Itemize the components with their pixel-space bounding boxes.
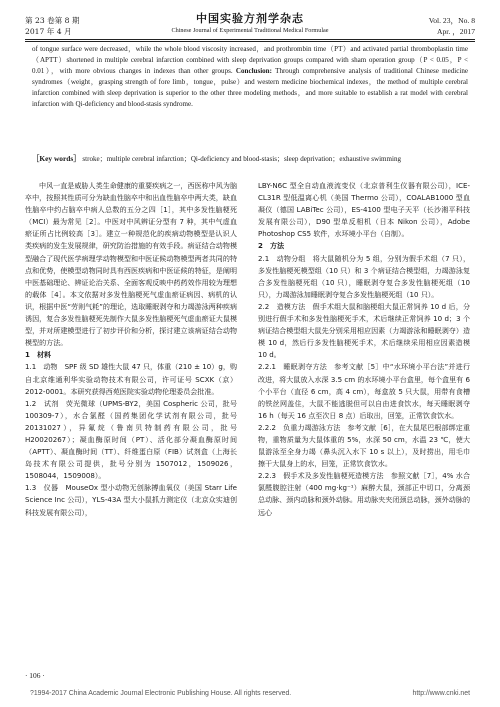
journal-title-en: Chinese Journal of Experimental Traditional Medical Formulae [171,27,329,34]
header-rule [25,39,475,40]
keywords [32,153,468,165]
paragraph-animals: 1.1 动物 SPF 级 SD 雄性大鼠 47 只，体重（210 ± 10）g，购自北京维通利华实验动物技术有限公司，许可证号 SCXK（京）2012-0001。本研究获得西苑医院实验动物伦理委员会批准。 [25,362,237,396]
paragraph-sleep-deprivation: 2.2.1 睡眠剥夺方法 参考文献［5］中“水环境小平台法”并进行改进，将大鼠放入水深 3.5 cm 的水环境小平台盒里，每个盒里有 6 个小平台（直径 6 cm，高 4 cm），每盒放 5 只大鼠，用带有食槽的铁丝网盖住，大鼠不能逃脱但可以自由进食饮水，每天睡眠剥夺 16 h（每天 16 点至次日 8 点）后取出，回笼，正常饮食饮水。 [258,362,470,420]
paragraph-instruments: 1.3 仪器 MouseOx 型小动物无创脉搏血氧仪（美国 Starr Life Science Inc 公司），YLS-43A 型大小鼠抓力测定仪（北京众实迪创科技发展有限公司）， [25,483,237,517]
volume-issue-cn: 第 23 卷第 8 期 [25,16,80,25]
body-column-left [25,180,237,519]
paragraph-grouping: 2.1 动物分组 将大鼠随机分为 5 组，分别为假手术组（7 只），多发性脑梗死模型组（10 只）和 3 个病证结合模型组，力竭游泳复合多发性脑梗死组（10 只），睡眠剥夺复合多发性脑梗死组（10 只），力竭游泳加睡眠剥夺复合多发性脑梗死组（10 只）。 [258,253,470,299]
paragraph-swimming: 2.2.2 负重力竭游泳方法 参考文献［6］，在大鼠尾巴根部绑定重物，重物质量为大鼠体重的 5%，水深 50 cm，水温 23 ℃，使大鼠游泳至全身力竭（鼻头沉入水下 10 s 以上），及时捞出，用毛巾擦干大鼠身上的水，回笼，正常饮食饮水。 [258,422,470,469]
page-number: · 106 · [25,671,45,680]
abstract-results: of tongue surface were decreased，while the whole blood viscosity increased，and prothrombin time（PT）and activated partial thromboplastin time（APTT）shortened in multiple cerebral infarction combined with sleep deprivation groups compared with sham operation group（P < 0.05，P < 0.01），with more obvious changes in indexes than other groups. [32,45,468,76]
paragraph-instruments-cont: LBY-N6C 型全自动血液流变仪（北京普利生仪器有限公司），ICE-CL31R 型低温离心机（美国 Thermo 公司），COALAB1000 型血凝仪（德国 LABiTec 公司），ES-4100 型电子天平（长沙湘平科技发展有限公司），D90 型单反相机（日本 Nikon 公司），Adobe Photoshop CS5 软件，水环境小平台（自制）。 [258,181,470,239]
section-heading-methods: 2 方法 [258,241,285,251]
abstract-conclusion: Through comprehensive analysis of traditional Chinese medicine syndromes（weight，grasping strength of fore limb，tongue，pulse）and western medicine biochemical indexes，the method of multiple cerebral infarction combined with sleep deprivation is superior to the other three modeling methods，and more suitable to establish a rat model with cerebral infarction with Qi-deficiency and blood-stasis syndrome. [32,67,468,109]
copyright-text: ?1994-2017 China Academic Journal Electronic Publishing House. All rights reserved. [30,690,292,697]
date-cn: 2017 年 4 月 [25,27,72,36]
footer-link[interactable]: http://www.cnki.net [412,690,470,697]
issue-info-en [429,15,475,37]
section-heading-materials: 1 材料 [25,350,52,360]
paragraph-reagents: 1.2 试剂 荧光微球（UPMS-BY2，美国 Cospheric 公司，批号 100309-7），水合氯醛（国药集团化学试剂有限公司，批号 20131027），异氟烷（鲁南贝特制药有限公司，批号 H20020267）；凝血酶原时间（PT）、活化部分凝血酶原时间（APTT）、凝血酶时间（TT）、纤维蛋白原（FIB）试剂盒（上海长岛技术有限公司提供，批号分别为 1507012，1509026，1508044，1509008）。 [25,398,237,481]
journal-title-cn: 中国实验方剂学杂志 [196,12,304,25]
header-rule-thin [25,41,475,42]
footer [30,690,470,697]
volume-issue-en: Vol. 23，No. 8 [428,16,475,25]
conclusion-label: Conclusion: [235,67,272,76]
paragraph-surgery: 2.2.3 假手术及多发性脑梗死造模方法 参照文献［7］，4% 水合氯醛腹腔注射（400 mg·kg⁻¹）麻醉大鼠，颈部正中切口，分离颈总动脉、颈内动脉和颈外动脉。用动脉夹夹闭颈总动脉，颈外动脉的远心 [258,471,470,517]
body-column-right [258,180,470,519]
paragraph-modeling: 2.2 造模方法 假手术组大鼠和脑梗组大鼠正常饲养 10 d 后，分别进行假手术和多发性脑梗死手术，术后继续正常饲养 10 d；3 个病证结合模型组大鼠先分别采用相应因素（力竭游泳和睡眠剥夺）造模 10 d，然后行多发性脑梗死手术，术后继续采用相应因素造模 10 d。 [258,301,470,360]
issue-info [25,15,80,37]
keywords-label: ［Key words］ [32,154,81,163]
intro-paragraph: 中风一直是威胁人类生命健康的重要疾病之一，西医称中风为脑卒中，按照其性质可分为缺血性脑卒中和出血性脑卒中两大类，缺血性脑卒中约占脑卒中病人总数的五分之四［1］，其中多发性脑梗死（MCI）最为常见［2］。中医对中风辨证分型有 7 种，其中气虚血瘀证所占比例较高［3］。建立一种规范化的疾病动物模型是认识人类疾病的发生发展规律，研究防治措施的有效手段。病证结合动物模型融合了现代医学病理学动物模型和中医证候动物模型两者共同的特点和优势，使模型动物同时具有西医疾病和中医证候的特征，是阐明中医基础理论、辨证论治关系、全面客观反映中药药效作用较为理想的载体［4］。本文依据对多发性脑梗死气虚血瘀证病因、病机的认识，根据中医“劳则气耗”的理论，选取睡眠剥夺和力竭游泳两种疾病诱因，复合多发性脑梗死先制作大鼠多发性脑梗死气虚血瘀证大鼠模型，并对所建模型进行了初步评价和分析，探讨建立该病证结合动物模型的方法。 [25,181,237,348]
journal-title [120,12,380,35]
abstract-en [32,44,468,111]
date-en: Apr. ，2017 [437,27,475,36]
keywords-text: stroke；multiple cerebral infarction；Qi-deficiency and blood-stasis；sleep deprivation；exhaustive swimming [82,155,402,163]
